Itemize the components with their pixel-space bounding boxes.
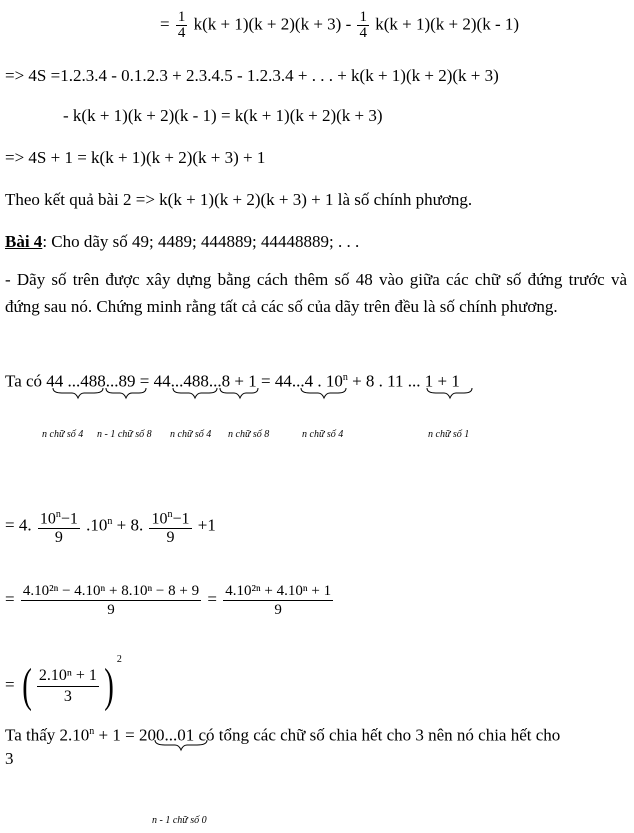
group-88-b: 88...8 <box>191 371 231 391</box>
num-tail: −1 <box>172 510 190 528</box>
group-44-a: 44 ...4 <box>46 371 89 391</box>
brace-5 <box>301 388 346 398</box>
brace-label-3: n chữ số 4 <box>170 429 212 440</box>
exp-n: n <box>342 372 348 383</box>
den: 9 <box>54 529 63 547</box>
final-text: có tổng các chữ số chia hết cho 3 nên nó chia hết cho <box>194 725 561 745</box>
final-plus: + 1 = <box>94 725 139 745</box>
group-88-a: 88...89 <box>88 371 136 391</box>
eq3-sign: = <box>5 675 15 694</box>
plus-eight: + 8 . <box>352 371 383 391</box>
final-line-2: 3 <box>5 749 14 768</box>
fraction-e1-1 <box>38 506 80 547</box>
eq2-sign-2: = <box>207 589 217 609</box>
ta-co-prefix: Ta có <box>5 371 43 391</box>
exercise-colon: : <box>42 232 48 251</box>
exercise-text: Cho dãy số 49; 4489; 444889; 44448889; . . . <box>51 232 360 251</box>
final-exp: n <box>89 726 95 737</box>
fraction-quarter-1: $\frac{1}{4}$ <box>177 9 186 41</box>
brace-1 <box>53 388 103 398</box>
fraction-e2-2: $\frac{\text{4.10²ⁿ + 4.10ⁿ + 1}}{9}$ <box>225 583 332 618</box>
eq1-plus8: + 8. <box>116 515 144 535</box>
group-11: 11 ... 1 <box>387 371 434 391</box>
equation-line-2: => 4S =1.2.3.4 - 0.1.2.3 + 2.3.4.5 - 1.2.3.4 + . . . + k(k + 1)(k + 2)(k + 3) <box>5 66 499 85</box>
paren-right: ) <box>104 659 114 713</box>
brace-2 <box>106 388 146 398</box>
eq2-sign: = <box>5 589 15 609</box>
final-prefix: Ta thấy 2.10 <box>5 725 90 745</box>
fraction-quarter-2: $\frac{1}{4}$ <box>359 9 367 41</box>
eq1-prefix: = 4. <box>5 515 32 535</box>
fraction-e2-1: $\frac{\text{4.10²ⁿ − 4.10ⁿ + 8.10ⁿ − 8 + 9}}{9}$ <box>22 583 200 618</box>
equation-expand-1 <box>5 506 216 547</box>
times-ten: . 10 <box>317 371 343 391</box>
brace-final-label: n - 1 chữ số 0 <box>152 815 207 826</box>
paren-left: ( <box>22 659 32 713</box>
num-exp: n <box>55 509 61 520</box>
group-44-c: 44...4 <box>274 371 314 391</box>
conclusion-line: Theo kết quả bài 2 => k(k + 1)(k + 2)(k + 3) + 1 là số chính phương. <box>5 190 473 209</box>
brace-label-5: n chữ số 4 <box>302 429 344 440</box>
num-base: 10 <box>151 510 168 528</box>
plus-one-end: + 1 <box>437 371 460 391</box>
num-exp: n <box>167 509 173 520</box>
eq-sign: = <box>160 14 170 34</box>
brace-6 <box>427 388 472 398</box>
eq1-plus1: +1 <box>197 515 216 535</box>
brace-label-4: n chữ số 8 <box>228 429 270 440</box>
plus-one: + 1 = <box>234 371 271 391</box>
eq3-exp: 2 <box>116 654 122 665</box>
eq-sign: = <box>139 371 150 391</box>
exercise-description: - Dãy số trên được xây dựng bằng cách thêm số 48 vào giữa các chữ số đứng trước và đứng sau nó. Chứng minh rằng tất cả các số của dãy trên đều là số chính phương. <box>5 270 627 316</box>
num-base: 10 <box>39 510 56 528</box>
eq1-times: .10 <box>86 515 108 535</box>
eq-mid: k(k + 1)(k + 2)(k + 3) - <box>193 14 352 34</box>
den: 9 <box>166 529 175 547</box>
equation-line-4: => 4S + 1 = k(k + 1)(k + 2)(k + 3) + 1 <box>5 148 266 167</box>
fraction-e1-2 <box>149 506 191 547</box>
brace-4 <box>220 388 258 398</box>
equation-square <box>5 650 122 713</box>
num-tail: −1 <box>60 510 78 528</box>
equation-expand-2 <box>5 582 335 619</box>
exercise-label: Bài 4 <box>5 232 43 251</box>
eq-end: k(k + 1)(k + 2)(k - 1) <box>375 14 520 34</box>
brace-3 <box>173 388 217 398</box>
brace-label-6: n chữ số 1 <box>428 429 470 440</box>
brace-final <box>0 737 634 757</box>
final-number: 200...01 <box>138 725 195 745</box>
equation-line-1 <box>160 10 519 41</box>
brace-label-1: n chữ số 4 <box>42 429 84 440</box>
brace-group <box>0 384 634 414</box>
group-44-b: 44...4 <box>153 371 192 391</box>
eq1-exp: n <box>107 515 113 527</box>
exercise-4-heading <box>5 232 359 252</box>
equation-line-3: - k(k + 1)(k + 2)(k - 1) = k(k + 1)(k + 2)(k + 3) <box>63 106 383 125</box>
brace-label-2: n - 1 chữ số 8 <box>97 429 152 440</box>
fraction-e3: $\frac{\text{2.10ⁿ + 1}}{3}$ <box>38 666 97 705</box>
